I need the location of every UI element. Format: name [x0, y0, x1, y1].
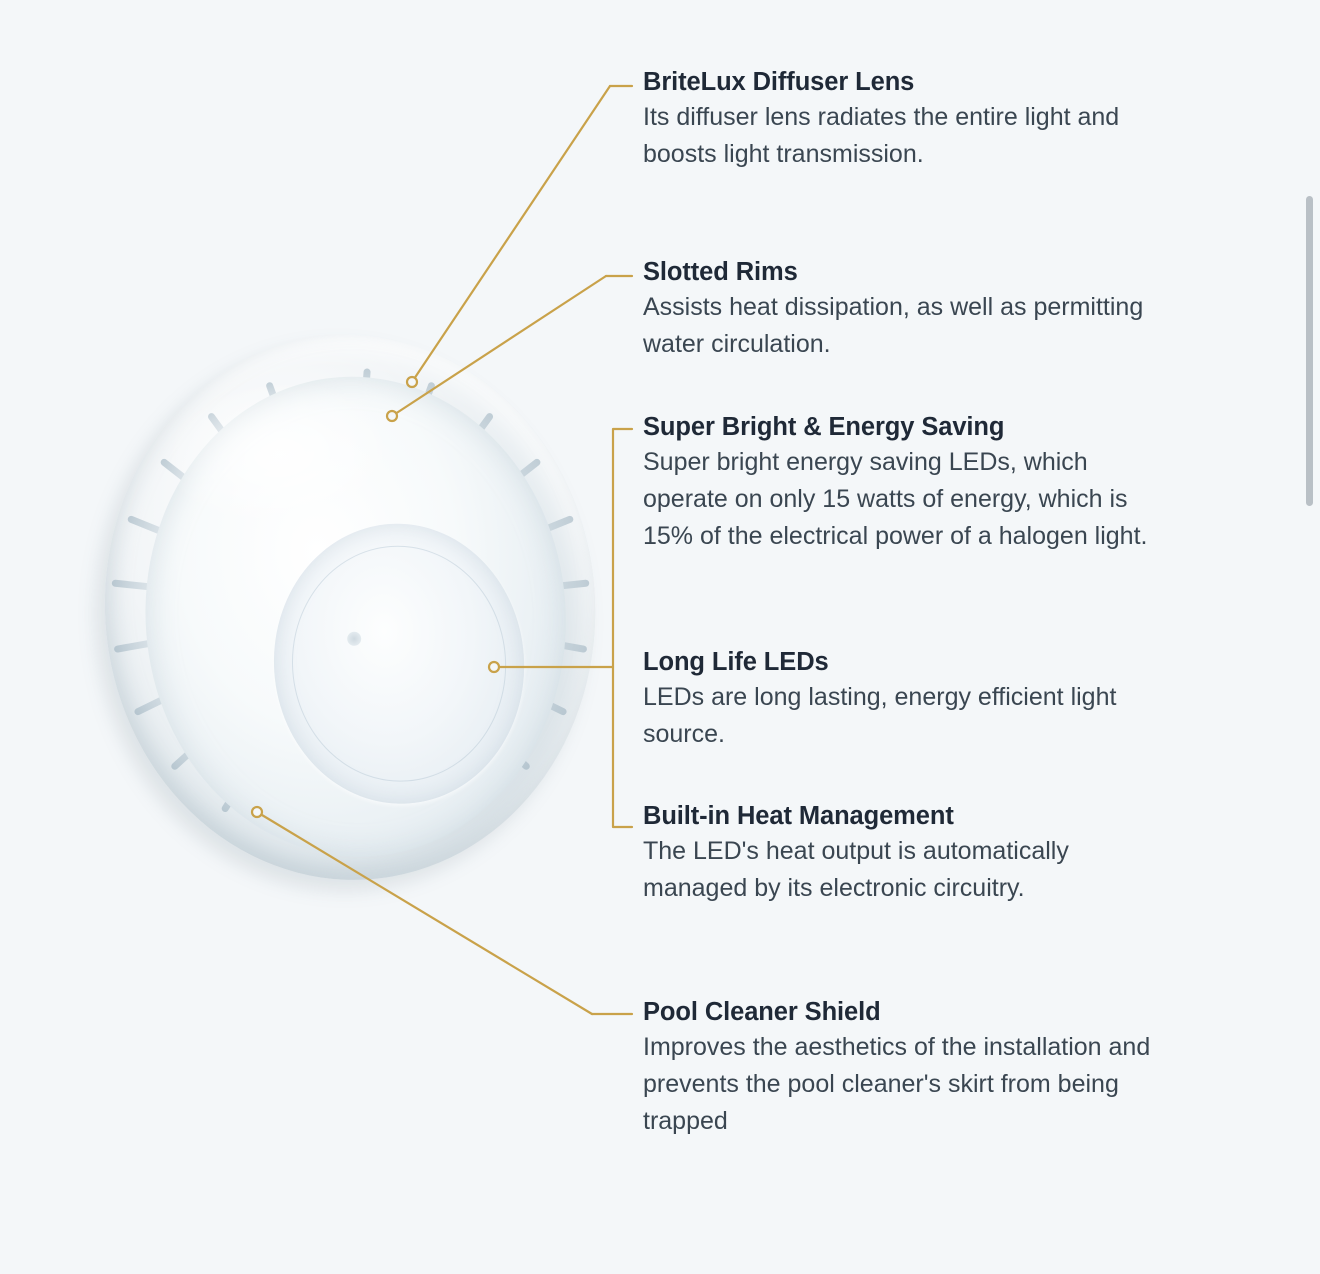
light-housing [87, 319, 614, 897]
callout-body: Improves the aesthetics of the installation and prevents the pool cleaner's skirt from being trapped [643, 1033, 1151, 1135]
vertical-scrollbar-thumb[interactable] [1306, 196, 1313, 506]
callout-britelux-diffuser-lens [643, 68, 1173, 173]
callout-title: Slotted Rims [643, 258, 798, 286]
callout-title: Pool Cleaner Shield [643, 998, 881, 1026]
callout-body: Its diffuser lens radiates the entire light and boosts light transmission. [643, 103, 1120, 168]
callout-title: Long Life LEDs [643, 648, 829, 676]
callout-slotted-rims [643, 258, 1173, 363]
callout-body: Assists heat dissipation, as well as permitting water circulation. [643, 293, 1144, 358]
callout-body: Super bright energy saving LEDs, which operate on only 15 watts of energy, which is 15% of the electrical power of a halogen light. [643, 448, 1148, 550]
callout-body: The LED's heat output is automatically managed by its electronic circuitry. [643, 837, 1069, 902]
pool-light-image [90, 320, 620, 900]
callout-built-in-heat-management [643, 802, 1173, 907]
callout-long-life-leds [643, 648, 1173, 753]
callout-title: Built-in Heat Management [643, 802, 954, 830]
callout-body: LEDs are long lasting, energy efficient light source. [643, 683, 1117, 748]
callout-pool-cleaner-shield [643, 998, 1173, 1139]
callout-title: Super Bright & Energy Saving [643, 413, 1005, 441]
callout-super-bright-energy-saving [643, 413, 1173, 554]
vertical-scrollbar-track[interactable] [1304, 0, 1316, 1274]
callout-title: BriteLux Diffuser Lens [643, 68, 915, 96]
diffuser-lens [265, 515, 534, 812]
